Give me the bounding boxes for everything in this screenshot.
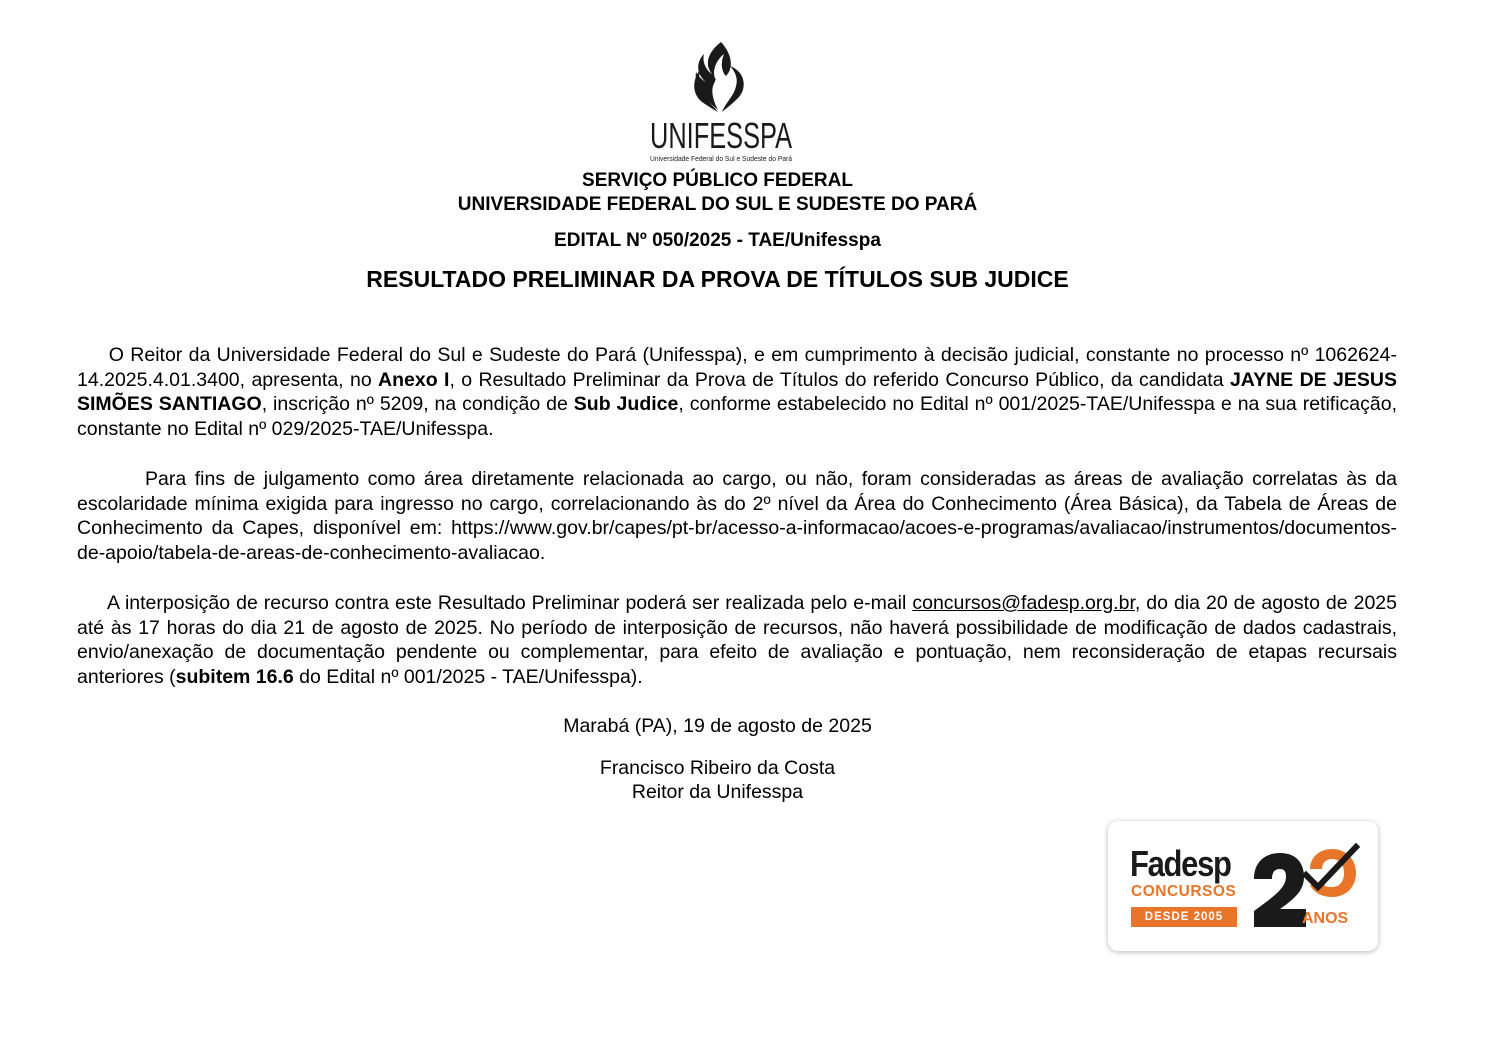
fadesp-logo (1108, 821, 1378, 951)
edital-number: EDITAL Nº 050/2025 - TAE/Unifesspa (554, 230, 881, 251)
email-link[interactable]: concursos@fadesp.org.br (912, 592, 1135, 614)
anexo-bold: Anexo I (378, 368, 450, 391)
document-title: RESULTADO PRELIMINAR DA PROVA DE TÍTULOS SUB JUDICE (366, 266, 1069, 292)
header-servico: SERVIÇO PÚBLICO FEDERAL (582, 170, 853, 191)
subitem-bold: subitem 16.6 (175, 665, 294, 688)
fadesp-concursos: CONCURSOS (1131, 883, 1237, 900)
unifesspa-logo (646, 40, 796, 168)
signature-role: Reitor da Unifesspa (631, 781, 804, 803)
fadesp-anos: ANOS (1302, 910, 1349, 927)
fadesp-wordmark: Fadesp (1130, 843, 1231, 884)
unifesspa-flame-icon (646, 40, 796, 168)
svg-text:UNIFESSPA: UNIFESSPA (650, 115, 792, 156)
paragraph-criteria: Para fins de julgamento como área diretamente relacionada ao cargo, ou não, foram consideradas as áreas de avaliação correlatas às da escolaridade mínima exigida para ingresso no cargo, correlacionando às do 2º nível da Área do Conhecimento (Área Básica), da Tabela de Áreas de Conhecimento da Capes, disponível em: https://www.gov.br/capes/pt-br/acesso-a-informacao/acoes-e-programas/avaliacao/instrumentos/documentos-de-apoio/tabela-de-areas-de-conhecimento-avaliacao. (77, 468, 1397, 564)
paragraph-appeal: A interposição de recurso contra este Resultado Preliminar poderá ser realizada pelo e-mail concursos@fadesp.org.br, do dia 20 de agosto de 2025 até às 17 horas do dia 21 de agosto de 2025. No período de interposição de recursos, não haverá possibilidade de modificação de dados cadastrais, envio/anexação de documentação pendente ou complementar, para efeito de avaliação e pontuação, nem reconsideração de etapas recursais anteriores (subitem 16.6 do Edital nº 001/2025 - TAE/Unifesspa). (77, 592, 1397, 688)
candidate-name: JAYNE DE JESUS SIMÕES SANTIAGO (77, 368, 1397, 415)
sub-judice-bold: Sub Judice (573, 393, 679, 415)
signature-date: Marabá (PA), 19 de agosto de 2025 (563, 715, 872, 737)
fadesp-desde-badge: DESDE 2005 (1131, 907, 1237, 927)
signature-name: Francisco Ribeiro da Costa (599, 757, 836, 779)
svg-text:Universidade Federal do Sul e: Universidade Federal do Sul e Sudeste do Pará (650, 154, 792, 163)
header-university: UNIVERSIDADE FEDERAL DO SUL E SUDESTE DO PARÁ (457, 194, 978, 215)
paragraph-announcement: O Reitor da Universidade Federal do Sul e Sudeste do Pará (Unifesspa), e em cumprimento à decisão judicial, constante no processo nº 1062624-14.2025.4.01.3400, apresenta, no Anexo I, o Resultado Preliminar da Prova de Títulos do referido Concurso Público, da candidata JAYNE DE JESUS SIMÕES SANTIAGO, inscrição nº 5209, na condição de Sub Judice, conforme estabelecido no Edital nº 001/2025-TAE/Unifesspa e na sua retificação, constante no Edital nº 029/2025-TAE/Unifesspa. (77, 344, 1397, 440)
